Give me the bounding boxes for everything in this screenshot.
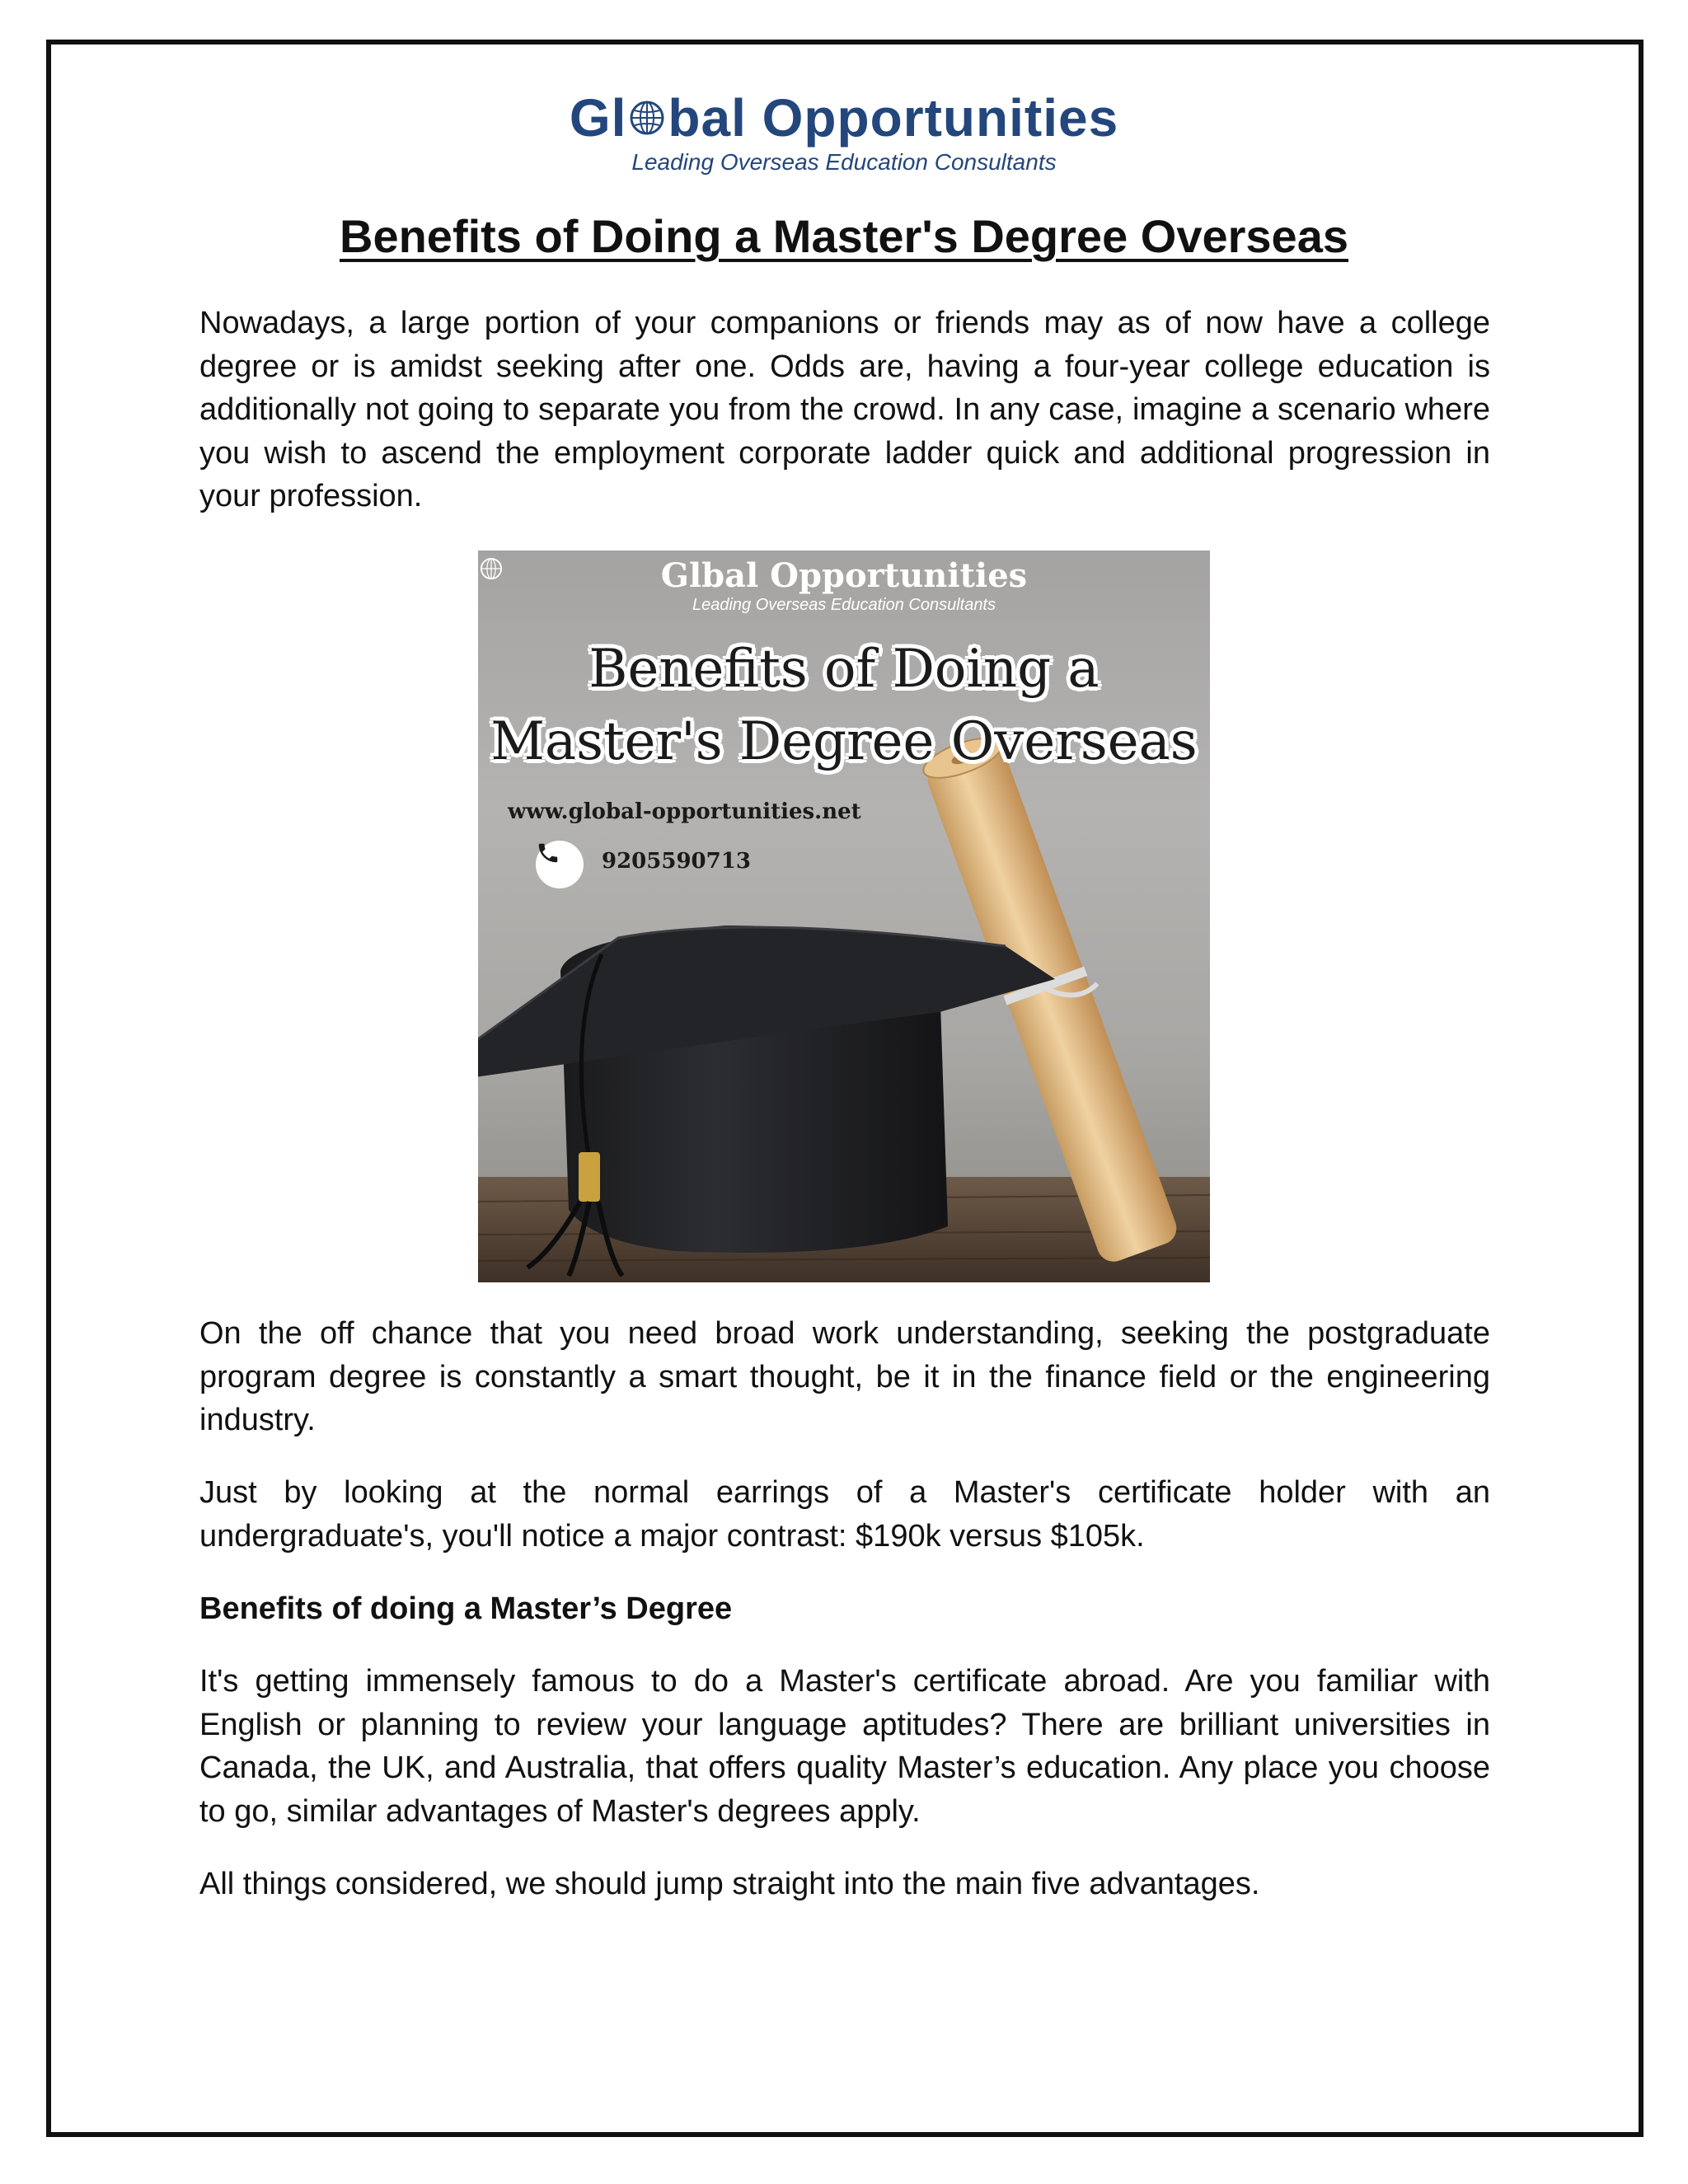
logo-name-suffix: bal Opportunities xyxy=(668,88,1119,148)
hero-title-line-2: Master's Degree Overseas xyxy=(490,711,1198,772)
paragraph-five-advantages: All things considered, we should jump straight into the main five advantages. xyxy=(199,1867,1260,1901)
globe-icon xyxy=(629,100,665,136)
intro-paragraph: Nowadays, a large portion of your companions or friends may as of now have a college degree or is amidst seeking after one. Odds are, having a four-year college education is additionally not going to separate you from the crowd. In any case, imagine a scenario where you wish to ascend the employment corporate ladder quick and additional progression in your profession. xyxy=(199,306,1490,513)
paragraph-work-understanding: On the off chance that you need broad work understanding, seeking the postgraduate program degree is constantly a smart thought, be it in the finance field or the engineering industry. xyxy=(199,1316,1490,1437)
hero-title xyxy=(478,633,1210,778)
hero-logo-name-suffix: bal Opportunities xyxy=(701,556,1028,595)
page-title: Benefits of Doing a Master's Degree Overseas xyxy=(340,210,1348,262)
hero-logo-name-prefix: Gl xyxy=(660,556,702,595)
benefits-subheading: Benefits of doing a Master’s Degree xyxy=(199,1591,733,1626)
hero-image xyxy=(478,551,1210,1282)
hero-logo xyxy=(478,557,1210,615)
logo-name-prefix: Gl xyxy=(569,88,627,148)
hero-logo-tagline: Leading Overseas Education Consultants xyxy=(692,596,996,614)
hero-logo-name xyxy=(661,557,1027,595)
paragraph-study-abroad: It's getting immensely famous to do a Master's certificate abroad. Are you familiar with English or planning to review your language aptitudes? There are brilliant universities in Canada, the UK, and Australia, that offers quality Master’s education. Any place you choose to go, similar advantages of Master's degrees apply. xyxy=(199,1664,1490,1829)
hero-title-line-1: Benefits of Doing a xyxy=(588,639,1100,700)
phone-icon xyxy=(536,841,584,888)
globe-icon xyxy=(480,557,503,580)
logo-name xyxy=(570,89,1118,147)
logo-tagline: Leading Overseas Education Consultants xyxy=(631,149,1057,175)
hero-website: www.global-opportunities.net xyxy=(508,799,861,824)
hero-phone-number: 9205590713 xyxy=(602,849,751,874)
paragraph-earnings: Just by looking at the normal earrings of a Master's certificate holder with an undergraduate's, you'll notice a major contrast: $190k versus $105k. xyxy=(199,1475,1490,1554)
header-logo xyxy=(0,89,1688,176)
